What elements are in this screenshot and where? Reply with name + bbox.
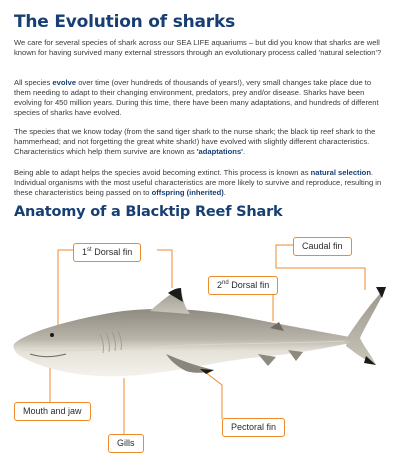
label-pectoral-fin: Pectoral fin — [222, 418, 285, 437]
text-run: over time (over hundreds of thousands of years!), very small changes take place due to them needing to adapt to their changing environment, predators, prey and/or disease. Sharks have been evolving for 450 million years. During this time, there have been many adaptations, and hundreds of different species of sharks have evolved. — [14, 78, 379, 118]
label-number: 1 — [82, 247, 88, 257]
text-run: The species that we know today (from the sand tiger shark to the nurse shark; the black tip reef shark to the hammerhead; and not forgetting the great white shark!) have evolved with slightly different characteristics. Characteristics which help them survive are known as — [14, 127, 376, 157]
keyword-evolve: evolve — [52, 78, 77, 87]
label-ordinal: st — [87, 247, 92, 253]
keyword-adaptations: 'adaptations' — [196, 147, 243, 157]
anatomy-heading: Anatomy of a Blacktip Reef Shark — [14, 204, 283, 220]
label-mouth-and-jaw: Mouth and jaw — [14, 402, 91, 421]
page-title: The Evolution of sharks — [14, 12, 235, 32]
label-text: Dorsal fin — [91, 247, 133, 257]
caudal-fin-shape — [346, 287, 386, 365]
label-ordinal: nd — [222, 280, 229, 286]
label-second-dorsal-fin — [208, 276, 278, 295]
eye-dot — [50, 333, 54, 337]
text-run: . Individual organisms with the most useful characteristics are more likely to survive and reproduce, resulting in these characteristics being passed on to — [14, 168, 382, 198]
keyword-offspring: offspring (inherited) — [151, 188, 224, 198]
text-run: Being able to adapt helps the species avoid becoming extinct. This process is known as — [14, 168, 311, 177]
label-number: 2 — [217, 280, 223, 290]
text-run: . — [242, 147, 246, 157]
intro-paragraph: We care for several species of shark across our SEA LIFE aquariums – but did you know that sharks are well known for having survived many external stressors through an evolutionary process called 'natural selection'? — [14, 38, 382, 58]
label-text: Dorsal fin — [228, 280, 270, 290]
shark-illustration — [13, 287, 386, 376]
text-run: . — [223, 188, 226, 198]
label-gills: Gills — [108, 434, 144, 453]
text-run: All species — [14, 78, 53, 87]
label-caudal-fin: Caudal fin — [293, 237, 352, 256]
label-first-dorsal-fin — [73, 243, 141, 262]
keyword-natural-selection: natural selection — [310, 168, 371, 177]
